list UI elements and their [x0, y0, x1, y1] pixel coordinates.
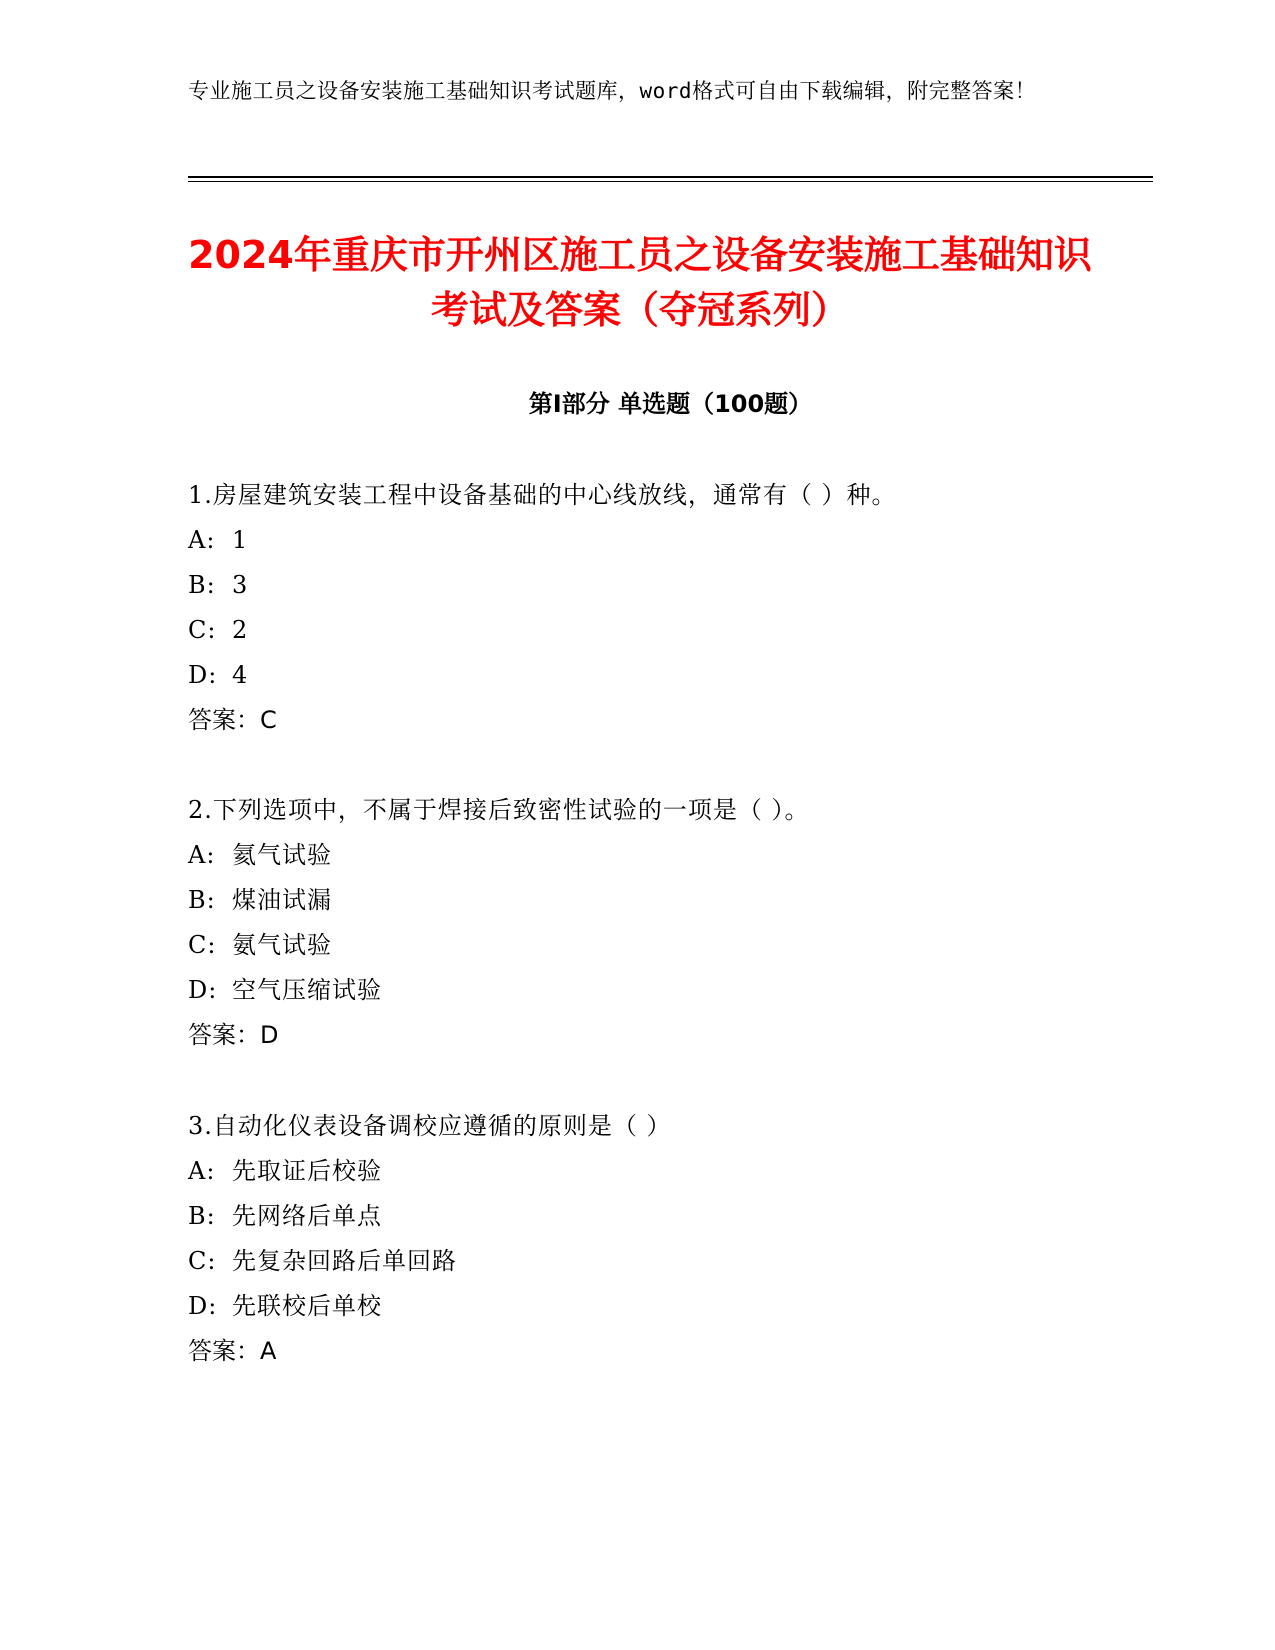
- option-text: 先取证后校验: [232, 1157, 382, 1185]
- answer-value: C: [260, 706, 277, 734]
- answer-label: 答案：: [188, 1021, 260, 1049]
- option-letter: B:: [188, 1202, 216, 1230]
- header-divider: [188, 176, 1153, 178]
- option-d: [188, 1284, 1168, 1329]
- question-3: [188, 1104, 1168, 1374]
- option-b: [188, 878, 1168, 923]
- option-letter: D:: [188, 1292, 218, 1320]
- answer-value: A: [260, 1337, 277, 1365]
- question-2: [188, 788, 1168, 1058]
- option-letter: B:: [188, 886, 216, 914]
- question-stem: 3.自动化仪表设备调校应遵循的原则是（ ）: [188, 1112, 672, 1140]
- option-text: 4: [232, 661, 249, 689]
- option-letter: D:: [188, 661, 218, 689]
- option-letter: C:: [188, 1247, 217, 1275]
- option-letter: A:: [188, 841, 216, 869]
- option-text: 先联校后单校: [232, 1292, 382, 1320]
- header-note: 专业施工员之设备安装施工基础知识考试题库，word格式可自由下载编辑，附完整答案！: [188, 79, 1037, 103]
- section-heading: 第Ⅰ部分 单选题（100题）: [528, 390, 813, 418]
- answer-label: 答案：: [188, 706, 260, 734]
- option-text: 3: [232, 571, 249, 599]
- option-letter: A:: [188, 526, 216, 554]
- option-letter: A:: [188, 1157, 216, 1185]
- option-text: 先网络后单点: [232, 1202, 382, 1230]
- question-1: [188, 473, 1168, 743]
- option-letter: B:: [188, 571, 216, 599]
- option-text: 氨气试验: [232, 931, 332, 959]
- option-b: [188, 563, 1168, 608]
- header-divider-thin: [188, 181, 1153, 182]
- option-letter: C:: [188, 616, 217, 644]
- option-letter: C:: [188, 931, 217, 959]
- option-c: [188, 608, 1168, 653]
- document-title: 2024年重庆市开州区施工员之设备安装施工基础知识考试及答案（夺冠系列）: [188, 233, 1092, 332]
- answer-value: D: [260, 1021, 279, 1049]
- option-c: [188, 923, 1168, 968]
- option-a: [188, 518, 1168, 563]
- option-a: [188, 1149, 1168, 1194]
- question-stem: 2.下列选项中，不属于焊接后致密性试验的一项是（ ）。: [188, 796, 810, 824]
- option-c: [188, 1239, 1168, 1284]
- answer-line: [188, 698, 1168, 743]
- option-letter: D:: [188, 976, 218, 1004]
- answer-line: [188, 1329, 1168, 1374]
- answer-line: [188, 1013, 1168, 1058]
- option-d: [188, 653, 1168, 698]
- question-stem: 1.房屋建筑安装工程中设备基础的中心线放线，通常有（ ）种。: [188, 481, 897, 509]
- option-text: 氦气试验: [232, 841, 332, 869]
- option-text: 2: [232, 616, 249, 644]
- option-text: 1: [232, 526, 249, 554]
- option-text: 先复杂回路后单回路: [232, 1247, 457, 1275]
- answer-label: 答案：: [188, 1337, 260, 1365]
- option-d: [188, 968, 1168, 1013]
- option-text: 煤油试漏: [232, 886, 332, 914]
- option-text: 空气压缩试验: [232, 976, 382, 1004]
- option-b: [188, 1194, 1168, 1239]
- option-a: [188, 833, 1168, 878]
